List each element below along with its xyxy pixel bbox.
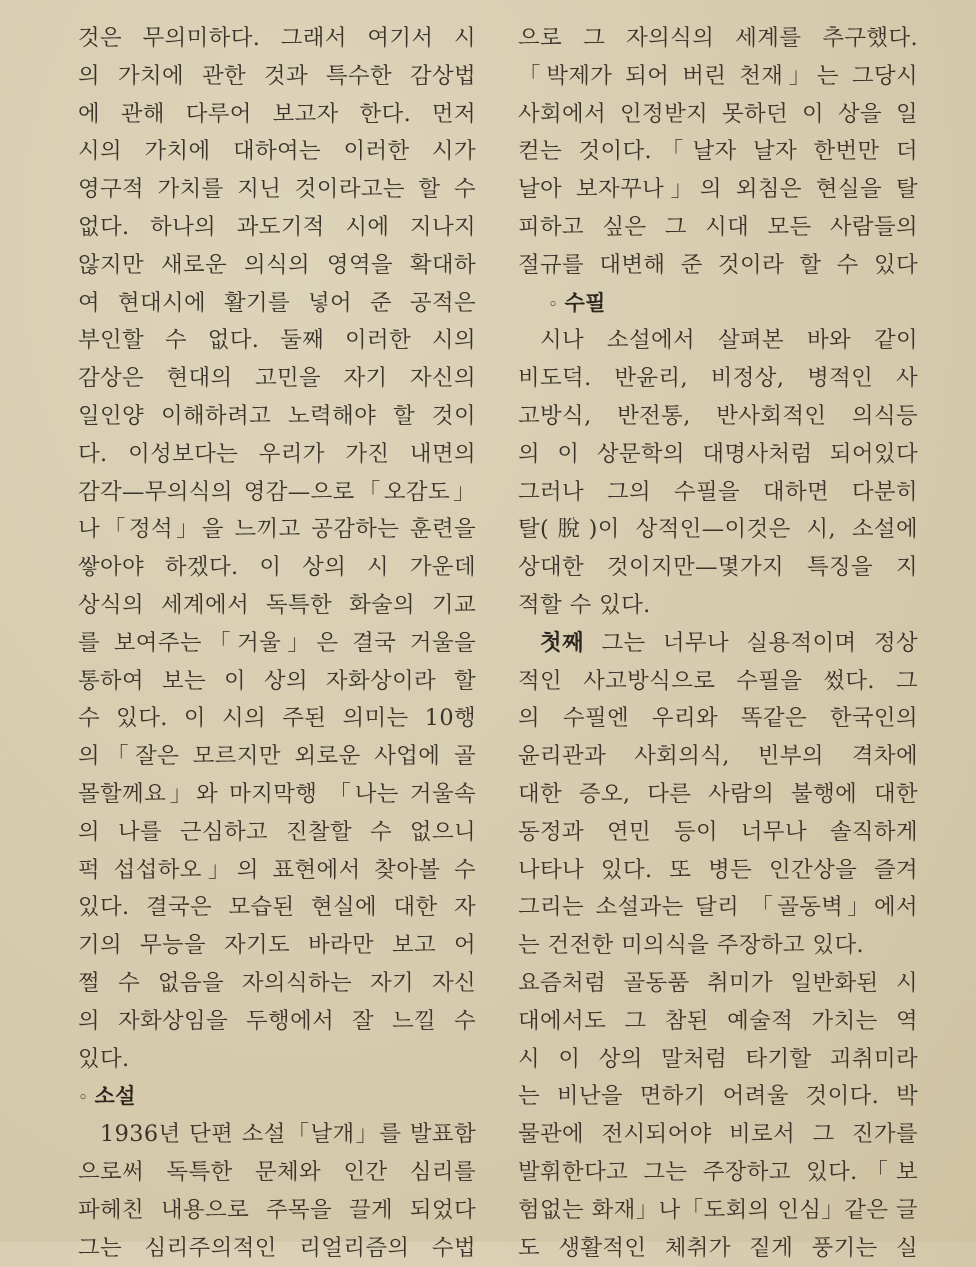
section-heading-label: 수필 <box>564 291 605 315</box>
bold-lead: 첫째 <box>540 630 584 656</box>
text-line: 그는 심리주의적인 리얼리즘의 수법 <box>78 1230 476 1267</box>
text-line: 그리는 소설과는 달리 「골동벽」에서 <box>518 889 918 927</box>
text-line: 에 관해 다루어 보고자 한다. 먼저 <box>78 96 476 134</box>
text-line: 시 이 상의 말처럼 타기할 괴취미라 <box>518 1041 918 1079</box>
text-line: 감각—무의식의 영감—으로「오감도」 <box>78 474 476 512</box>
text-line: 발휘한다고 그는 주장하고 있다.「보 <box>518 1154 918 1192</box>
text-line: 동정과 연민 등이 너무나 솔직하게 <box>518 814 918 852</box>
text-line: 도 생활적인 체취가 짙게 풍기는 실 <box>518 1230 918 1267</box>
text-line: 부인할 수 없다. 둘째 이러한 시의 <box>78 322 476 360</box>
text-line: 않지만 새로운 의식의 영역을 확대하 <box>78 247 476 285</box>
text-line: 날아 보자꾸나」의 외침은 현실을 탈 <box>518 171 918 209</box>
text-line: 것은 무의미하다. 그래서 여기서 시 <box>78 20 476 58</box>
text-line-with-lead <box>518 625 918 663</box>
text-line: 「박제가 되어 버린 천재」는 그당시 <box>518 58 918 96</box>
text-line: 감상은 현대의 고민을 자기 자신의 <box>78 360 476 398</box>
text-line-rest: 그는 너무나 실용적이며 정상 <box>584 630 918 656</box>
text-line: 파헤친 내용으로 주목을 끌게 되었다 <box>78 1192 476 1230</box>
text-line: 고방식, 반전통, 반사회적인 의식등 <box>518 398 918 436</box>
text-line: 의 나를 근심하고 진찰할 수 없으니 <box>78 814 476 852</box>
text-line: 시나 소설에서 살펴본 바와 같이 <box>518 322 918 360</box>
text-line: 통하여 보는 이 상의 자화상이라 할 <box>78 663 476 701</box>
text-line: 여 현대시에 활기를 넣어 준 공적은 <box>78 285 476 323</box>
section-heading-essay <box>518 285 918 323</box>
text-line: 있다. <box>78 1041 476 1079</box>
text-line: 다. 이성보다는 우리가 가진 내면의 <box>78 436 476 474</box>
text-line: 나타나 있다. 또 병든 인간상을 즐겨 <box>518 852 918 890</box>
text-line: 물관에 전시되어야 비로서 그 진가를 <box>518 1116 918 1154</box>
text-line: 의「잘은 모르지만 외로운 사업에 골 <box>78 738 476 776</box>
text-line: 험없는 화재」나「도회의 인심」같은 글 <box>518 1192 918 1230</box>
text-line: 의 수필엔 우리와 똑같은 한국인의 <box>518 700 918 738</box>
text-line: 탈(脫)이 상적인—이것은 시, 소설에 <box>518 511 918 549</box>
right-column <box>518 20 918 1267</box>
section-heading-label: 소설 <box>94 1084 135 1108</box>
text-line: 으로 그 자의식의 세계를 추구했다. <box>518 20 918 58</box>
text-line: 기의 무능을 자기도 바라만 보고 어 <box>78 927 476 965</box>
section-heading-novel <box>78 1078 476 1116</box>
text-line: 없다. 하나의 과도기적 시에 지나지 <box>78 209 476 247</box>
text-line: 나「정석」을 느끼고 공감하는 훈련을 <box>78 511 476 549</box>
text-line: 대에서도 그 참된 예술적 가치는 역 <box>518 1003 918 1041</box>
text-line: 비도덕. 반윤리, 비정상, 병적인 사 <box>518 360 918 398</box>
text-line: 의 자화상임을 두행에서 잘 느낄 수 <box>78 1003 476 1041</box>
text-line: 는 비난을 면하기 어려울 것이다. 박 <box>518 1078 918 1116</box>
text-line: 쌓아야 하겠다. 이 상의 시 가운데 <box>78 549 476 587</box>
text-line: 를 보여주는「거울」은 결국 거울을 <box>78 625 476 663</box>
text-line: 수 있다. 이 시의 주된 의미는 10행 <box>78 700 476 738</box>
text-line: 피하고 싶은 그 시대 모든 사람들의 <box>518 209 918 247</box>
text-line: 쩔 수 없음을 자의식하는 자기 자신 <box>78 965 476 1003</box>
bullet-icon: ◦ <box>548 287 558 325</box>
text-line: 적인 사고방식으로 수필을 썼다. 그 <box>518 663 918 701</box>
text-line: 윤리관과 사회의식, 빈부의 격차에 <box>518 738 918 776</box>
text-line: 의 이 상문학의 대명사처럼 되어있다 <box>518 436 918 474</box>
left-column <box>78 20 476 1267</box>
text-line: 일인양 이해하려고 노력해야 할 것이 <box>78 398 476 436</box>
text-line: 있다. 결국은 모습된 현실에 대한 자 <box>78 889 476 927</box>
text-line: 1936년 단편 소설「날개」를 발표함 <box>78 1116 476 1154</box>
text-line: 영구적 가치를 지닌 것이라고는 할 수 <box>78 171 476 209</box>
text-line: 으로써 독특한 문체와 인간 심리를 <box>78 1154 476 1192</box>
text-line: 상대한 것이지만—몇가지 특징을 지 <box>518 549 918 587</box>
text-line: 퍽 섭섭하오」의 표현에서 찾아볼 수 <box>78 852 476 890</box>
text-line: 대한 증오, 다른 사람의 불행에 대한 <box>518 776 918 814</box>
text-line: 는 건전한 미의식을 주장하고 있다. <box>518 927 918 965</box>
text-line: 사회에서 인정받지 못하던 이 상을 일 <box>518 96 918 134</box>
text-line: 적할 수 있다. <box>518 587 918 625</box>
bullet-icon: ◦ <box>78 1080 88 1118</box>
text-line: 요즘처럼 골동품 취미가 일반화된 시 <box>518 965 918 1003</box>
text-line: 상식의 세계에서 독특한 화술의 기교 <box>78 587 476 625</box>
text-line: 의 가치에 관한 것과 특수한 감상법 <box>78 58 476 96</box>
text-line: 컫는 것이다.「날자 날자 한번만 더 <box>518 133 918 171</box>
text-line: 절규를 대변해 준 것이라 할 수 있다 <box>518 247 918 285</box>
text-line: 시의 가치에 대하여는 이러한 시가 <box>78 133 476 171</box>
text-line: 몰할께요」와 마지막행 「나는 거울속 <box>78 776 476 814</box>
text-line: 그러나 그의 수필을 대하면 다분히 <box>518 474 918 512</box>
